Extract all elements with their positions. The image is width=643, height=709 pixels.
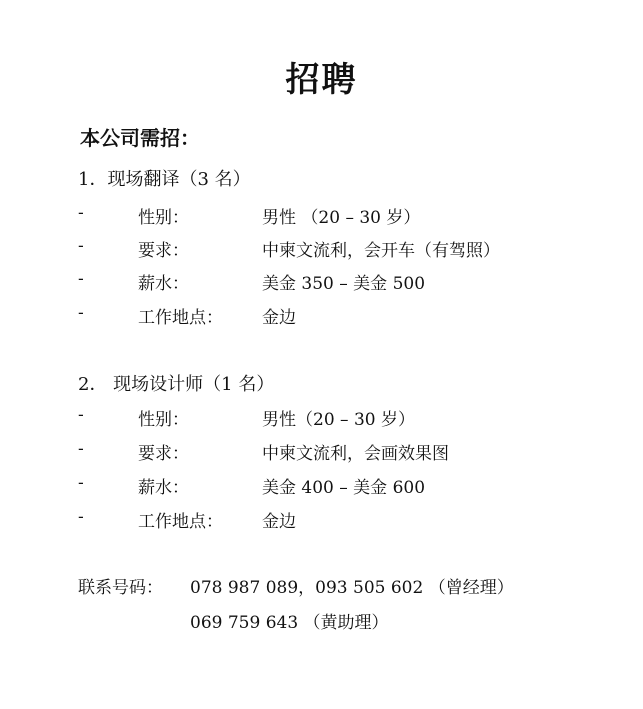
row-value: 美金 400 – 美金 600 [262, 478, 426, 498]
row-value: 男性 （20 – 30 岁） [262, 208, 421, 228]
job1-row-location [0, 303, 643, 327]
row-value: 金边 [262, 512, 296, 532]
row-label: 工作地点： [138, 512, 223, 532]
row-value: 中柬文流利，会开车（有驾照） [262, 241, 500, 261]
row-label: 要求： [138, 241, 189, 261]
dash: - [78, 303, 84, 323]
dash: - [78, 405, 84, 425]
job2-row-location [0, 507, 643, 531]
row-label: 性别： [138, 208, 189, 228]
intro-text: 本公司需招： [80, 126, 200, 150]
dash: - [78, 439, 84, 459]
contact-number-line-2: 069 759 643 （黄助理） [190, 613, 389, 633]
job1-row-gender [0, 203, 643, 227]
job-heading-designer: 2． 现场设计师（1 名） [78, 374, 275, 395]
row-label: 薪水： [138, 478, 189, 498]
row-value: 金边 [262, 308, 296, 328]
job1-row-requirements [0, 236, 643, 260]
row-label: 薪水： [138, 274, 189, 294]
dash: - [78, 507, 84, 527]
job2-row-requirements [0, 439, 643, 463]
row-value: 男性（20 – 30 岁） [262, 410, 415, 430]
dash: - [78, 269, 84, 289]
row-label: 性别： [138, 410, 189, 430]
dash: - [78, 473, 84, 493]
contact-label: 联系号码： [78, 578, 163, 598]
row-label: 要求： [138, 444, 189, 464]
row-label: 工作地点： [138, 308, 223, 328]
job-heading-translator: 1．现场翻译（3 名） [78, 169, 251, 190]
job2-row-gender [0, 405, 643, 429]
job1-row-salary [0, 269, 643, 293]
dash: - [78, 203, 84, 223]
contact-number-line-1: 078 987 089，093 505 602 （曾经理） [190, 578, 514, 598]
job2-row-salary [0, 473, 643, 497]
row-value: 美金 350 – 美金 500 [262, 274, 426, 294]
row-value: 中柬文流利，会画效果图 [262, 444, 449, 464]
page-title: 招聘 [285, 60, 358, 100]
dash: - [78, 236, 84, 256]
